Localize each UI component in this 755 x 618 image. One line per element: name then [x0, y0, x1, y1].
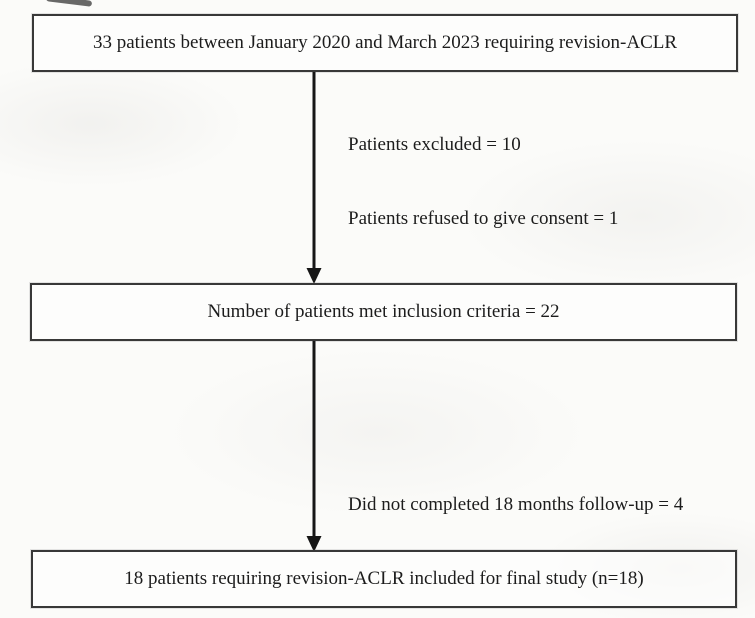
- flow-box-inclusion-criteria: [30, 283, 737, 341]
- down-arrow-icon: [305, 341, 323, 552]
- flow-box-final-study-label: 18 patients requiring revision-ACLR included for final study (n=18): [124, 568, 644, 590]
- flow-box-enrollment: [32, 14, 738, 72]
- annotation-patients-excluded-label: Patients excluded = 10: [348, 134, 521, 155]
- annotation-consent-refused: [348, 206, 618, 232]
- flow-box-enrollment-label: 33 patients between January 2020 and March 2023 requiring revision-ACLR: [92, 32, 678, 54]
- annotation-patients-excluded: [348, 132, 521, 158]
- flow-box-final-study: [31, 550, 737, 608]
- scan-artifact: [46, 0, 92, 7]
- annotation-followup-incomplete-label: Did not completed 18 months follow-up = 4: [348, 494, 684, 515]
- annotation-followup-incomplete: [348, 492, 683, 518]
- flow-box-inclusion-criteria-label: Number of patients met inclusion criteria = 22: [207, 301, 560, 323]
- annotation-consent-refused-label: Patients refused to give consent = 1: [348, 208, 619, 229]
- down-arrow-icon: [305, 72, 323, 284]
